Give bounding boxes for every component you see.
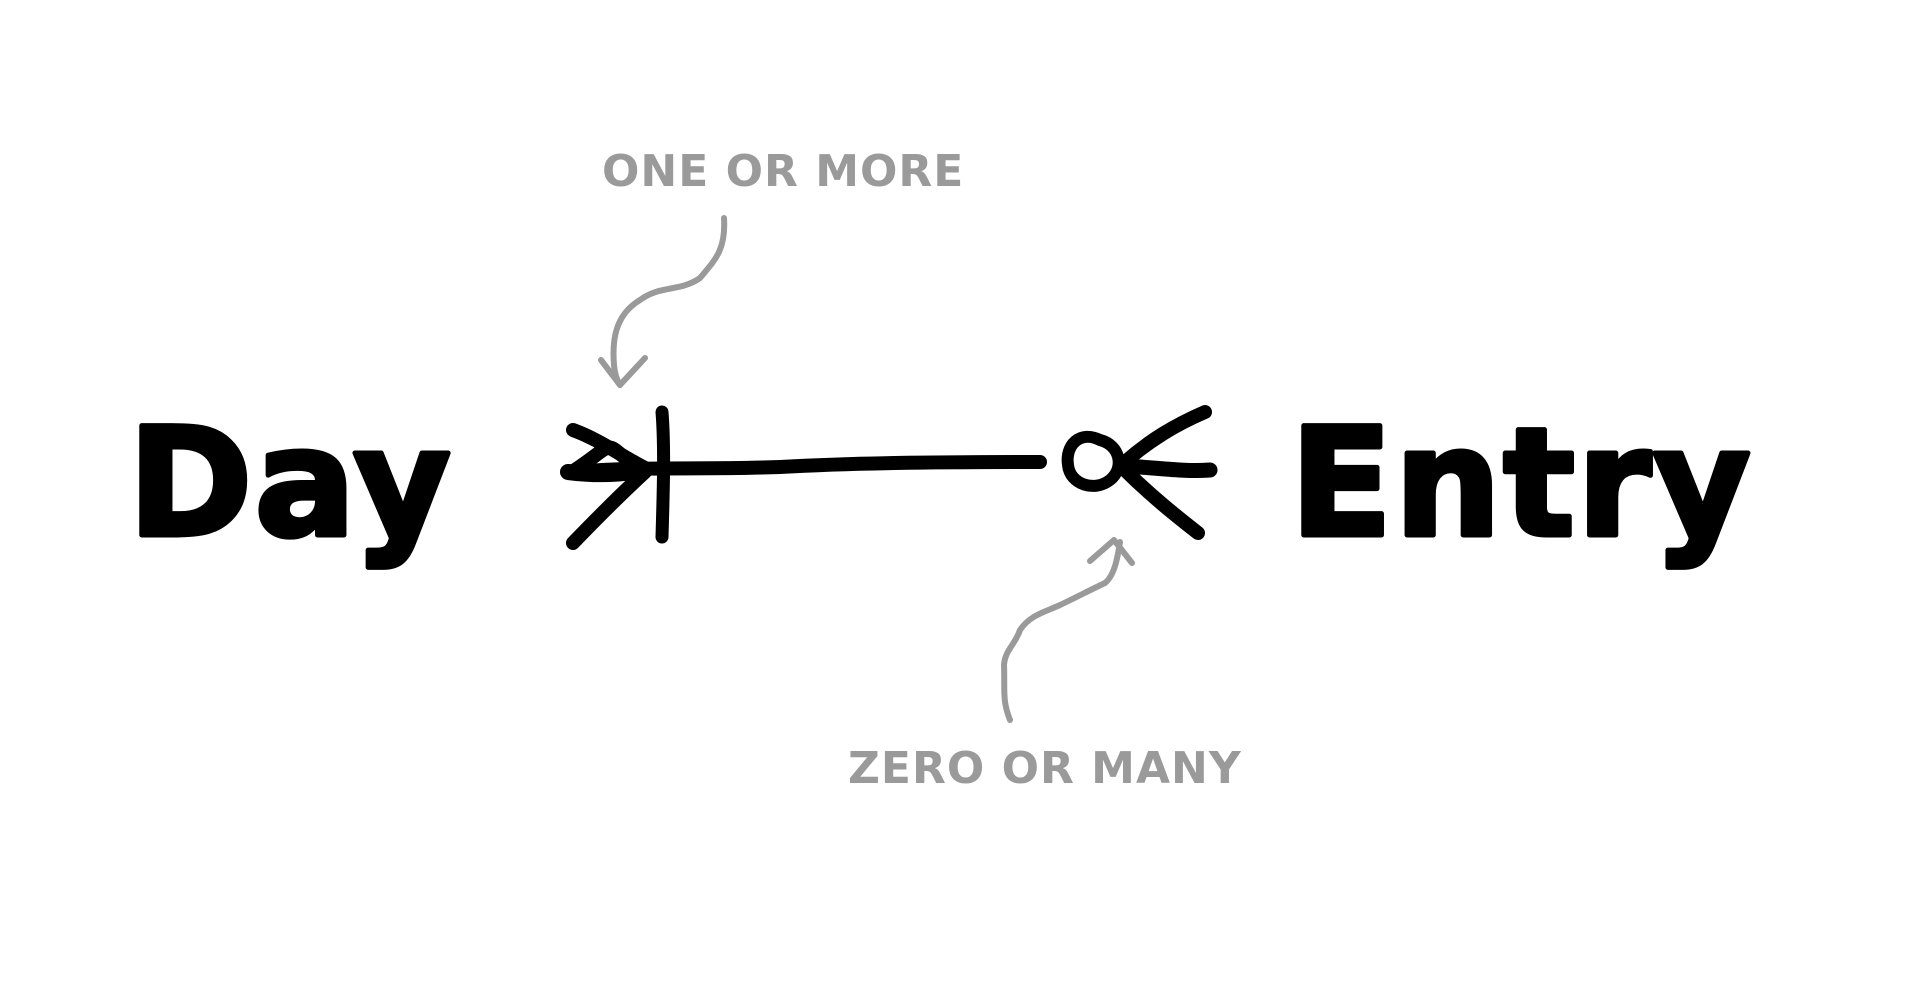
cardinality-one-bar [662,412,664,537]
arrowhead-icon [1090,540,1132,563]
annotation-one-or-more-arrow [613,218,724,385]
entity-day-label[interactable]: Day [128,397,453,571]
annotation-zero-or-many [848,540,1242,794]
entity-entry-label[interactable]: Entry [1290,397,1753,571]
arrowhead-icon [601,358,645,385]
annotation-zero-or-many-label: ZERO OR MANY [848,743,1242,794]
annotation-one-or-more-label: ONE OR MORE [602,146,965,197]
crows-foot-one-or-more-icon [568,412,664,543]
crows-foot-zero-or-many-icon [1068,412,1210,533]
relationship-connector[interactable] [568,412,1210,543]
annotation-zero-or-many-arrow [1004,542,1120,720]
cardinality-zero-circle [1068,437,1119,486]
annotation-one-or-more [601,146,964,385]
